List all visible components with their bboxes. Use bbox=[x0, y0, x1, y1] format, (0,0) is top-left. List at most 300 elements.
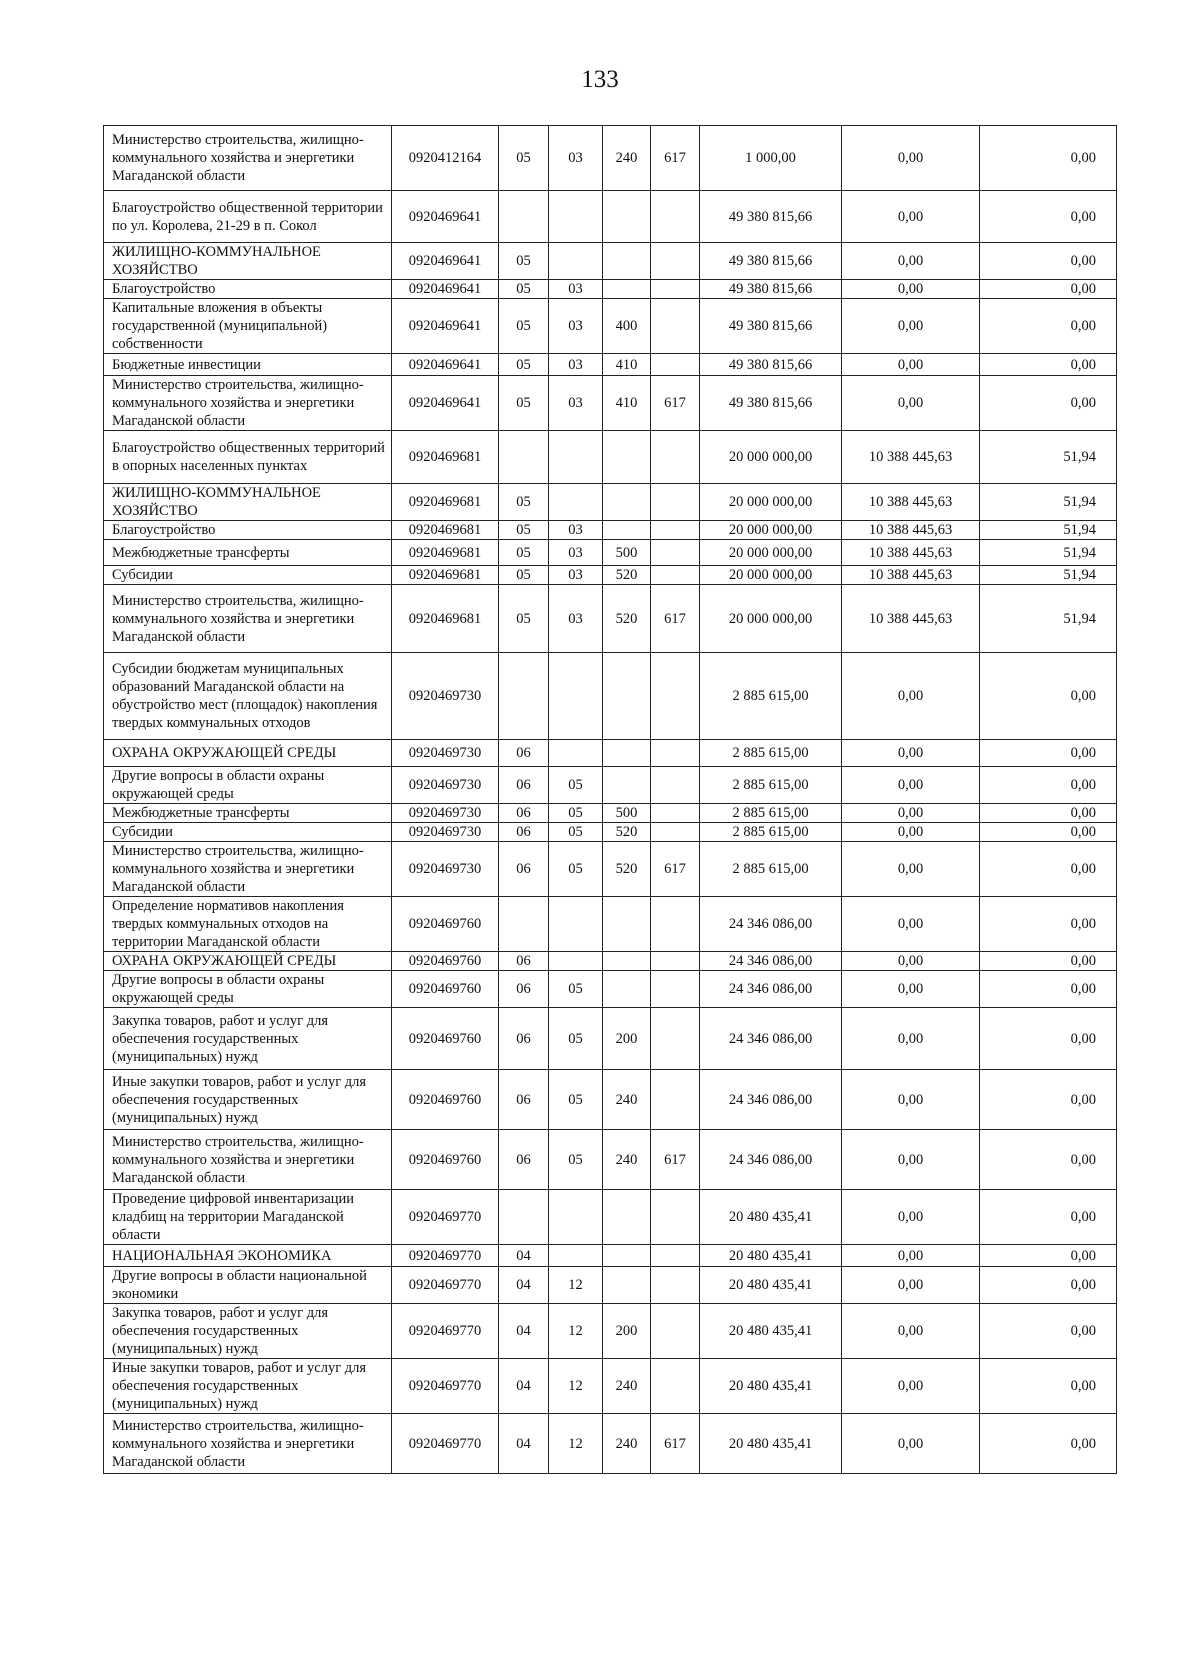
department-cell bbox=[651, 1008, 700, 1070]
department-cell bbox=[651, 952, 700, 971]
department-cell bbox=[651, 1245, 700, 1267]
expense-type-cell: 240 bbox=[603, 126, 651, 191]
planned-amount-cell: 2 885 615,00 bbox=[700, 804, 842, 823]
executed-amount-cell: 0,00 bbox=[842, 354, 980, 376]
table-row bbox=[104, 484, 1117, 521]
planned-amount-cell: 2 885 615,00 bbox=[700, 767, 842, 804]
row-name-cell: Другие вопросы в области охраны окружающей среды bbox=[104, 971, 392, 1008]
department-cell bbox=[651, 566, 700, 585]
execution-percent-cell: 51,94 bbox=[980, 585, 1117, 653]
planned-amount-cell: 20 000 000,00 bbox=[700, 566, 842, 585]
table-row bbox=[104, 540, 1117, 566]
row-name-cell: Благоустройство bbox=[104, 521, 392, 540]
subsection-cell bbox=[549, 1245, 603, 1267]
planned-amount-cell: 24 346 086,00 bbox=[700, 971, 842, 1008]
table-row bbox=[104, 1304, 1117, 1359]
subsection-cell: 05 bbox=[549, 823, 603, 842]
section-cell bbox=[499, 897, 549, 952]
department-cell bbox=[651, 540, 700, 566]
expense-type-cell: 410 bbox=[603, 376, 651, 431]
department-cell: 617 bbox=[651, 1414, 700, 1474]
subsection-cell: 12 bbox=[549, 1359, 603, 1414]
department-cell: 617 bbox=[651, 376, 700, 431]
executed-amount-cell: 0,00 bbox=[842, 1245, 980, 1267]
expense-type-cell bbox=[603, 1190, 651, 1245]
subsection-cell: 03 bbox=[549, 299, 603, 354]
subsection-cell: 03 bbox=[549, 585, 603, 653]
executed-amount-cell: 0,00 bbox=[842, 1267, 980, 1304]
table-row bbox=[104, 842, 1117, 897]
subsection-cell: 05 bbox=[549, 1008, 603, 1070]
executed-amount-cell: 0,00 bbox=[842, 1130, 980, 1190]
executed-amount-cell: 0,00 bbox=[842, 823, 980, 842]
table-row bbox=[104, 521, 1117, 540]
table-row bbox=[104, 1414, 1117, 1474]
planned-amount-cell: 2 885 615,00 bbox=[700, 823, 842, 842]
execution-percent-cell: 0,00 bbox=[980, 971, 1117, 1008]
target-code-cell: 0920469760 bbox=[392, 1070, 499, 1130]
row-name-cell: Иные закупки товаров, работ и услуг для обеспечения государственных (муниципальных) нужд bbox=[104, 1359, 392, 1414]
section-cell: 05 bbox=[499, 243, 549, 280]
section-cell: 06 bbox=[499, 1008, 549, 1070]
target-code-cell: 0920412164 bbox=[392, 126, 499, 191]
section-cell bbox=[499, 1190, 549, 1245]
executed-amount-cell: 0,00 bbox=[842, 804, 980, 823]
subsection-cell: 05 bbox=[549, 842, 603, 897]
section-cell: 06 bbox=[499, 971, 549, 1008]
expense-type-cell: 240 bbox=[603, 1070, 651, 1130]
expense-type-cell bbox=[603, 740, 651, 767]
executed-amount-cell: 0,00 bbox=[842, 299, 980, 354]
row-name-cell: Благоустройство общественных территорий в опорных населенных пунктах bbox=[104, 431, 392, 484]
table-row bbox=[104, 740, 1117, 767]
row-name-cell: Другие вопросы в области национальной экономики bbox=[104, 1267, 392, 1304]
target-code-cell: 0920469641 bbox=[392, 299, 499, 354]
planned-amount-cell: 49 380 815,66 bbox=[700, 299, 842, 354]
target-code-cell: 0920469730 bbox=[392, 653, 499, 740]
department-cell bbox=[651, 767, 700, 804]
row-name-cell: ЖИЛИЩНО-КОММУНАЛЬНОЕ ХОЗЯЙСТВО bbox=[104, 484, 392, 521]
subsection-cell bbox=[549, 191, 603, 243]
row-name-cell: Бюджетные инвестиции bbox=[104, 354, 392, 376]
target-code-cell: 0920469770 bbox=[392, 1359, 499, 1414]
row-name-cell: ОХРАНА ОКРУЖАЮЩЕЙ СРЕДЫ bbox=[104, 740, 392, 767]
planned-amount-cell: 24 346 086,00 bbox=[700, 952, 842, 971]
row-name-cell: Министерство строительства, жилищно-коммунального хозяйства и энергетики Магаданской области bbox=[104, 1414, 392, 1474]
department-cell: 617 bbox=[651, 126, 700, 191]
target-code-cell: 0920469760 bbox=[392, 952, 499, 971]
execution-percent-cell: 0,00 bbox=[980, 1304, 1117, 1359]
executed-amount-cell: 0,00 bbox=[842, 1414, 980, 1474]
table-row bbox=[104, 653, 1117, 740]
department-cell bbox=[651, 804, 700, 823]
section-cell: 05 bbox=[499, 585, 549, 653]
section-cell: 04 bbox=[499, 1267, 549, 1304]
execution-percent-cell: 51,94 bbox=[980, 566, 1117, 585]
executed-amount-cell: 10 388 445,63 bbox=[842, 566, 980, 585]
execution-percent-cell: 0,00 bbox=[980, 354, 1117, 376]
execution-percent-cell: 0,00 bbox=[980, 1130, 1117, 1190]
executed-amount-cell: 0,00 bbox=[842, 1304, 980, 1359]
row-name-cell: Благоустройство bbox=[104, 280, 392, 299]
expense-type-cell: 500 bbox=[603, 804, 651, 823]
target-code-cell: 0920469770 bbox=[392, 1190, 499, 1245]
section-cell: 06 bbox=[499, 1070, 549, 1130]
target-code-cell: 0920469730 bbox=[392, 767, 499, 804]
section-cell bbox=[499, 191, 549, 243]
expense-type-cell bbox=[603, 191, 651, 243]
executed-amount-cell: 0,00 bbox=[842, 126, 980, 191]
target-code-cell: 0920469641 bbox=[392, 280, 499, 299]
section-cell: 05 bbox=[499, 566, 549, 585]
planned-amount-cell: 24 346 086,00 bbox=[700, 1070, 842, 1130]
execution-percent-cell: 51,94 bbox=[980, 521, 1117, 540]
planned-amount-cell: 20 480 435,41 bbox=[700, 1359, 842, 1414]
execution-percent-cell: 0,00 bbox=[980, 1190, 1117, 1245]
target-code-cell: 0920469770 bbox=[392, 1414, 499, 1474]
expense-type-cell bbox=[603, 243, 651, 280]
target-code-cell: 0920469641 bbox=[392, 354, 499, 376]
expense-type-cell: 240 bbox=[603, 1359, 651, 1414]
executed-amount-cell: 0,00 bbox=[842, 952, 980, 971]
section-cell: 05 bbox=[499, 540, 549, 566]
section-cell: 06 bbox=[499, 842, 549, 897]
executed-amount-cell: 0,00 bbox=[842, 971, 980, 1008]
department-cell bbox=[651, 354, 700, 376]
planned-amount-cell: 2 885 615,00 bbox=[700, 740, 842, 767]
subsection-cell bbox=[549, 653, 603, 740]
planned-amount-cell: 49 380 815,66 bbox=[700, 243, 842, 280]
section-cell bbox=[499, 653, 549, 740]
table-row bbox=[104, 952, 1117, 971]
target-code-cell: 0920469760 bbox=[392, 971, 499, 1008]
expense-type-cell: 410 bbox=[603, 354, 651, 376]
execution-percent-cell: 0,00 bbox=[980, 1008, 1117, 1070]
planned-amount-cell: 20 480 435,41 bbox=[700, 1414, 842, 1474]
expense-type-cell: 240 bbox=[603, 1130, 651, 1190]
department-cell bbox=[651, 521, 700, 540]
row-name-cell: Проведение цифровой инвентаризации кладбищ на территории Магаданской области bbox=[104, 1190, 392, 1245]
table-row bbox=[104, 823, 1117, 842]
department-cell bbox=[651, 971, 700, 1008]
target-code-cell: 0920469770 bbox=[392, 1245, 499, 1267]
section-cell: 05 bbox=[499, 280, 549, 299]
expense-type-cell: 520 bbox=[603, 585, 651, 653]
table-row bbox=[104, 804, 1117, 823]
execution-percent-cell: 0,00 bbox=[980, 243, 1117, 280]
planned-amount-cell: 49 380 815,66 bbox=[700, 280, 842, 299]
executed-amount-cell: 0,00 bbox=[842, 897, 980, 952]
planned-amount-cell: 20 480 435,41 bbox=[700, 1304, 842, 1359]
table-row bbox=[104, 126, 1117, 191]
row-name-cell: Субсидии бюджетам муниципальных образований Магаданской области на обустройство мест (площадок) накопления твердых коммунальных отходов bbox=[104, 653, 392, 740]
executed-amount-cell: 10 388 445,63 bbox=[842, 585, 980, 653]
table-row bbox=[104, 243, 1117, 280]
execution-percent-cell: 0,00 bbox=[980, 897, 1117, 952]
subsection-cell bbox=[549, 431, 603, 484]
execution-percent-cell: 51,94 bbox=[980, 484, 1117, 521]
target-code-cell: 0920469681 bbox=[392, 521, 499, 540]
target-code-cell: 0920469730 bbox=[392, 740, 499, 767]
section-cell: 05 bbox=[499, 126, 549, 191]
department-cell bbox=[651, 1190, 700, 1245]
executed-amount-cell: 0,00 bbox=[842, 1359, 980, 1414]
row-name-cell: Субсидии bbox=[104, 823, 392, 842]
target-code-cell: 0920469730 bbox=[392, 842, 499, 897]
section-cell: 06 bbox=[499, 1130, 549, 1190]
execution-percent-cell: 0,00 bbox=[980, 1245, 1117, 1267]
executed-amount-cell: 0,00 bbox=[842, 767, 980, 804]
expense-type-cell bbox=[603, 521, 651, 540]
planned-amount-cell: 24 346 086,00 bbox=[700, 1130, 842, 1190]
department-cell bbox=[651, 897, 700, 952]
subsection-cell: 05 bbox=[549, 1130, 603, 1190]
planned-amount-cell: 49 380 815,66 bbox=[700, 191, 842, 243]
execution-percent-cell: 0,00 bbox=[980, 126, 1117, 191]
department-cell: 617 bbox=[651, 585, 700, 653]
target-code-cell: 0920469681 bbox=[392, 566, 499, 585]
executed-amount-cell: 10 388 445,63 bbox=[842, 431, 980, 484]
executed-amount-cell: 0,00 bbox=[842, 191, 980, 243]
department-cell: 617 bbox=[651, 842, 700, 897]
executed-amount-cell: 0,00 bbox=[842, 1070, 980, 1130]
planned-amount-cell: 20 000 000,00 bbox=[700, 585, 842, 653]
table-row bbox=[104, 376, 1117, 431]
section-cell bbox=[499, 431, 549, 484]
section-cell: 06 bbox=[499, 804, 549, 823]
table-row bbox=[104, 1190, 1117, 1245]
subsection-cell bbox=[549, 897, 603, 952]
expense-type-cell bbox=[603, 484, 651, 521]
expense-type-cell: 240 bbox=[603, 1414, 651, 1474]
table-row bbox=[104, 971, 1117, 1008]
subsection-cell bbox=[549, 952, 603, 971]
department-cell bbox=[651, 653, 700, 740]
executed-amount-cell: 10 388 445,63 bbox=[842, 540, 980, 566]
table-row bbox=[104, 1267, 1117, 1304]
target-code-cell: 0920469681 bbox=[392, 431, 499, 484]
table-row bbox=[104, 1359, 1117, 1414]
row-name-cell: Межбюджетные трансферты bbox=[104, 540, 392, 566]
department-cell bbox=[651, 431, 700, 484]
section-cell: 06 bbox=[499, 823, 549, 842]
expense-type-cell: 520 bbox=[603, 566, 651, 585]
execution-percent-cell: 51,94 bbox=[980, 431, 1117, 484]
execution-percent-cell: 0,00 bbox=[980, 376, 1117, 431]
section-cell: 04 bbox=[499, 1414, 549, 1474]
budget-table bbox=[103, 125, 1117, 1474]
table-row bbox=[104, 1070, 1117, 1130]
expense-type-cell bbox=[603, 1267, 651, 1304]
planned-amount-cell: 2 885 615,00 bbox=[700, 653, 842, 740]
execution-percent-cell: 0,00 bbox=[980, 191, 1117, 243]
department-cell bbox=[651, 1070, 700, 1130]
table-row bbox=[104, 354, 1117, 376]
table-row bbox=[104, 767, 1117, 804]
execution-percent-cell: 0,00 bbox=[980, 1267, 1117, 1304]
planned-amount-cell: 20 000 000,00 bbox=[700, 484, 842, 521]
row-name-cell: Министерство строительства, жилищно-коммунального хозяйства и энергетики Магаданской области bbox=[104, 585, 392, 653]
expense-type-cell: 500 bbox=[603, 540, 651, 566]
table-row bbox=[104, 1130, 1117, 1190]
row-name-cell: Министерство строительства, жилищно-коммунального хозяйства и энергетики Магаданской области bbox=[104, 126, 392, 191]
execution-percent-cell: 0,00 bbox=[980, 842, 1117, 897]
section-cell: 05 bbox=[499, 484, 549, 521]
table-row bbox=[104, 585, 1117, 653]
subsection-cell: 03 bbox=[549, 540, 603, 566]
expense-type-cell bbox=[603, 971, 651, 1008]
table-row bbox=[104, 280, 1117, 299]
target-code-cell: 0920469760 bbox=[392, 1008, 499, 1070]
section-cell: 06 bbox=[499, 740, 549, 767]
planned-amount-cell: 1 000,00 bbox=[700, 126, 842, 191]
execution-percent-cell: 0,00 bbox=[980, 1359, 1117, 1414]
executed-amount-cell: 0,00 bbox=[842, 280, 980, 299]
target-code-cell: 0920469770 bbox=[392, 1267, 499, 1304]
executed-amount-cell: 0,00 bbox=[842, 243, 980, 280]
execution-percent-cell: 0,00 bbox=[980, 952, 1117, 971]
subsection-cell: 12 bbox=[549, 1414, 603, 1474]
section-cell: 04 bbox=[499, 1245, 549, 1267]
executed-amount-cell: 10 388 445,63 bbox=[842, 521, 980, 540]
row-name-cell: НАЦИОНАЛЬНАЯ ЭКОНОМИКА bbox=[104, 1245, 392, 1267]
subsection-cell: 12 bbox=[549, 1267, 603, 1304]
target-code-cell: 0920469641 bbox=[392, 376, 499, 431]
row-name-cell: Закупка товаров, работ и услуг для обеспечения государственных (муниципальных) нужд bbox=[104, 1304, 392, 1359]
department-cell bbox=[651, 1359, 700, 1414]
expense-type-cell bbox=[603, 280, 651, 299]
subsection-cell bbox=[549, 1190, 603, 1245]
executed-amount-cell: 0,00 bbox=[842, 842, 980, 897]
target-code-cell: 0920469730 bbox=[392, 804, 499, 823]
target-code-cell: 0920469770 bbox=[392, 1304, 499, 1359]
target-code-cell: 0920469760 bbox=[392, 1130, 499, 1190]
section-cell: 06 bbox=[499, 767, 549, 804]
subsection-cell: 05 bbox=[549, 971, 603, 1008]
target-code-cell: 0920469681 bbox=[392, 484, 499, 521]
target-code-cell: 0920469730 bbox=[392, 823, 499, 842]
table-row bbox=[104, 191, 1117, 243]
target-code-cell: 0920469641 bbox=[392, 243, 499, 280]
subsection-cell: 03 bbox=[549, 566, 603, 585]
execution-percent-cell: 0,00 bbox=[980, 280, 1117, 299]
subsection-cell: 05 bbox=[549, 804, 603, 823]
section-cell: 04 bbox=[499, 1359, 549, 1414]
page-number: 133 bbox=[581, 66, 619, 93]
department-cell bbox=[651, 280, 700, 299]
execution-percent-cell: 0,00 bbox=[980, 804, 1117, 823]
planned-amount-cell: 20 000 000,00 bbox=[700, 521, 842, 540]
expense-type-cell bbox=[603, 952, 651, 971]
subsection-cell: 05 bbox=[549, 1070, 603, 1130]
table-row bbox=[104, 299, 1117, 354]
table-row bbox=[104, 1245, 1117, 1267]
row-name-cell: Другие вопросы в области охраны окружающей среды bbox=[104, 767, 392, 804]
row-name-cell: ЖИЛИЩНО-КОММУНАЛЬНОЕ ХОЗЯЙСТВО bbox=[104, 243, 392, 280]
row-name-cell: Министерство строительства, жилищно-коммунального хозяйства и энергетики Магаданской области bbox=[104, 376, 392, 431]
section-cell: 05 bbox=[499, 299, 549, 354]
executed-amount-cell: 10 388 445,63 bbox=[842, 484, 980, 521]
execution-percent-cell: 0,00 bbox=[980, 299, 1117, 354]
table-row bbox=[104, 566, 1117, 585]
execution-percent-cell: 0,00 bbox=[980, 823, 1117, 842]
execution-percent-cell: 51,94 bbox=[980, 540, 1117, 566]
executed-amount-cell: 0,00 bbox=[842, 1008, 980, 1070]
executed-amount-cell: 0,00 bbox=[842, 376, 980, 431]
section-cell: 04 bbox=[499, 1304, 549, 1359]
expense-type-cell bbox=[603, 767, 651, 804]
expense-type-cell: 200 bbox=[603, 1304, 651, 1359]
row-name-cell: Министерство строительства, жилищно-коммунального хозяйства и энергетики Магаданской области bbox=[104, 842, 392, 897]
department-cell bbox=[651, 1304, 700, 1359]
subsection-cell: 03 bbox=[549, 280, 603, 299]
subsection-cell: 03 bbox=[549, 376, 603, 431]
table-row bbox=[104, 1008, 1117, 1070]
execution-percent-cell: 0,00 bbox=[980, 767, 1117, 804]
planned-amount-cell: 24 346 086,00 bbox=[700, 897, 842, 952]
expense-type-cell bbox=[603, 1245, 651, 1267]
department-cell bbox=[651, 484, 700, 521]
planned-amount-cell: 49 380 815,66 bbox=[700, 376, 842, 431]
expense-type-cell: 400 bbox=[603, 299, 651, 354]
table-row bbox=[104, 897, 1117, 952]
executed-amount-cell: 0,00 bbox=[842, 653, 980, 740]
department-cell bbox=[651, 299, 700, 354]
execution-percent-cell: 0,00 bbox=[980, 740, 1117, 767]
section-cell: 05 bbox=[499, 521, 549, 540]
expense-type-cell: 520 bbox=[603, 823, 651, 842]
expense-type-cell bbox=[603, 653, 651, 740]
target-code-cell: 0920469681 bbox=[392, 540, 499, 566]
subsection-cell: 05 bbox=[549, 767, 603, 804]
subsection-cell bbox=[549, 484, 603, 521]
expense-type-cell bbox=[603, 897, 651, 952]
row-name-cell: Министерство строительства, жилищно-коммунального хозяйства и энергетики Магаданской области bbox=[104, 1130, 392, 1190]
target-code-cell: 0920469681 bbox=[392, 585, 499, 653]
row-name-cell: Капитальные вложения в объекты государственной (муниципальной) собственности bbox=[104, 299, 392, 354]
planned-amount-cell: 20 480 435,41 bbox=[700, 1267, 842, 1304]
department-cell bbox=[651, 823, 700, 842]
subsection-cell: 03 bbox=[549, 521, 603, 540]
row-name-cell: Иные закупки товаров, работ и услуг для обеспечения государственных (муниципальных) нужд bbox=[104, 1070, 392, 1130]
planned-amount-cell: 20 000 000,00 bbox=[700, 431, 842, 484]
department-cell: 617 bbox=[651, 1130, 700, 1190]
expense-type-cell: 200 bbox=[603, 1008, 651, 1070]
department-cell bbox=[651, 243, 700, 280]
section-cell: 05 bbox=[499, 376, 549, 431]
department-cell bbox=[651, 191, 700, 243]
expense-type-cell: 520 bbox=[603, 842, 651, 897]
planned-amount-cell: 24 346 086,00 bbox=[700, 1008, 842, 1070]
row-name-cell: Определение нормативов накопления твердых коммунальных отходов на территории Магаданской области bbox=[104, 897, 392, 952]
department-cell bbox=[651, 740, 700, 767]
execution-percent-cell: 0,00 bbox=[980, 1070, 1117, 1130]
planned-amount-cell: 49 380 815,66 bbox=[700, 354, 842, 376]
row-name-cell: ОХРАНА ОКРУЖАЮЩЕЙ СРЕДЫ bbox=[104, 952, 392, 971]
subsection-cell: 03 bbox=[549, 126, 603, 191]
section-cell: 06 bbox=[499, 952, 549, 971]
department-cell bbox=[651, 1267, 700, 1304]
row-name-cell: Закупка товаров, работ и услуг для обеспечения государственных (муниципальных) нужд bbox=[104, 1008, 392, 1070]
target-code-cell: 0920469641 bbox=[392, 191, 499, 243]
executed-amount-cell: 0,00 bbox=[842, 740, 980, 767]
target-code-cell: 0920469760 bbox=[392, 897, 499, 952]
planned-amount-cell: 2 885 615,00 bbox=[700, 842, 842, 897]
execution-percent-cell: 0,00 bbox=[980, 1414, 1117, 1474]
subsection-cell: 12 bbox=[549, 1304, 603, 1359]
execution-percent-cell: 0,00 bbox=[980, 653, 1117, 740]
section-cell: 05 bbox=[499, 354, 549, 376]
